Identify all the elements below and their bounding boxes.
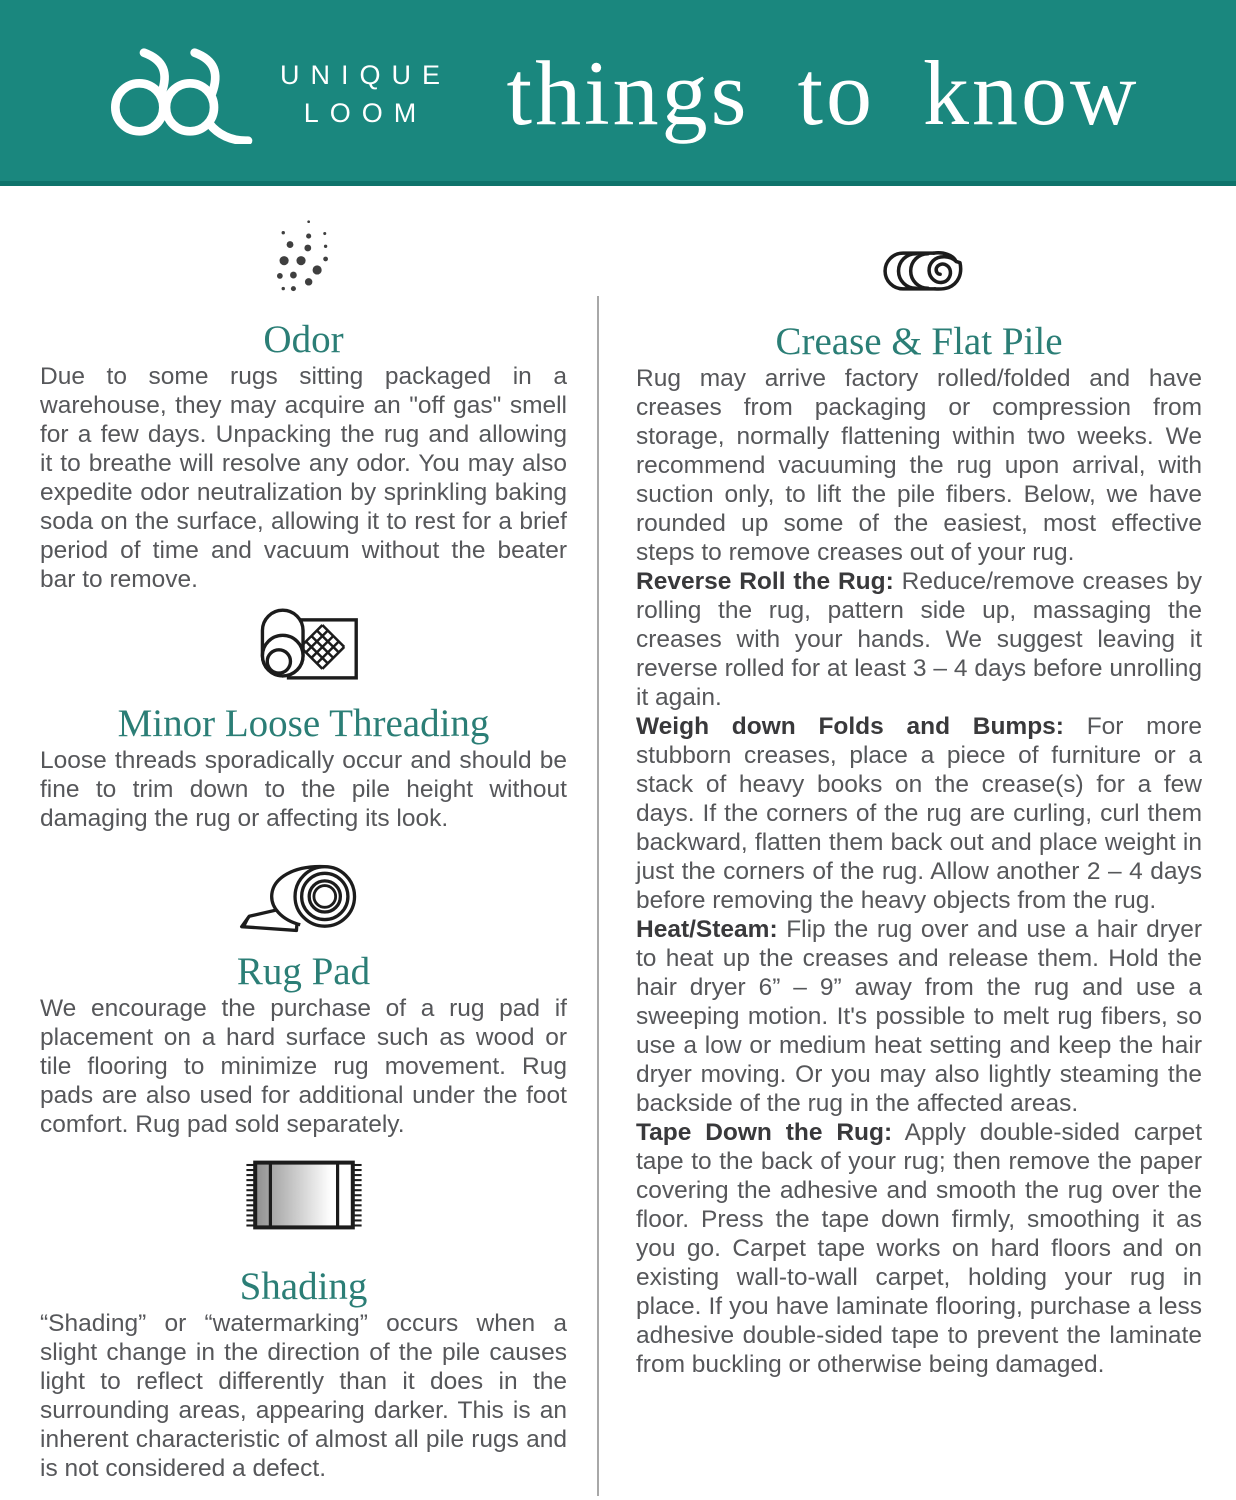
tip-weigh-down-text: For more stubborn creases, place a piece of furniture or a stack of heavy books on the crease(s) for a few days. If the corners of the rug are curling, curl them backward, flatten them back out and place weight in just the corners of the rug. Allow another 2 – 4 days before removing the heavy objects from the rug.	[636, 713, 1202, 914]
tip-heat-steam-label: Heat/Steam:	[636, 916, 778, 943]
section-heading-rug-pad: Rug Pad	[236, 950, 371, 993]
brand-line1: UNIQUE	[280, 60, 452, 90]
section-heading-crease: Crease & Flat Pile	[775, 320, 1063, 363]
unique-loom-logo	[104, 44, 451, 144]
section-intro-crease: Rug may arrive factory rolled/folded and have creases from packaging or compression from storage, normally flattening within two weeks. We recommend vacuuming the rug upon arrival, with suction only, to lift the pile fibers. Below, we have rounded up some of the easiest, most effective steps to remove creases out of your rug.	[636, 365, 1202, 566]
tip-reverse-roll-text: Reduce/remove creases by rolling the rug, pattern side up, massaging the creases with your hands. We suggest leaving it reverse rolled for at least 3 – 4 days before unrolling it again.	[636, 568, 1202, 711]
section-body-threading: Loose threads sporadically occur and should be fine to trim down to the pile height without damaging the rug or affecting its look.	[40, 747, 567, 832]
section-heading-threading: Minor Loose Threading	[117, 702, 490, 745]
page-title: things to know	[506, 42, 1140, 144]
tip-weigh-down-label: Weigh down Folds and Bumps:	[636, 713, 1064, 740]
section-heading-odor: Odor	[263, 318, 344, 361]
rug-fringe-icon	[243, 1157, 365, 1237]
section-heading-shading: Shading	[239, 1265, 368, 1308]
header-banner	[0, 0, 1236, 186]
tip-tape-down	[636, 1118, 1202, 1379]
tip-heat-steam	[636, 915, 1202, 1118]
tip-heat-steam-text: Flip the rug over and use a hair dryer to heat up the creases and release them. Hold the hair dryer 6” – 9” away from the rug and use a sweeping motion. It's possible to melt rug fibers, so use a low or medium heat setting and keep the hair dryer moving. Or you may also lightly steaming the backside of the rug in the affected areas.	[636, 916, 1202, 1117]
section-body-shading: “Shading” or “watermarking” occurs when a slight change in the direction of the pile causes light to reflect differently than it does in the surrounding areas, appearing darker. This is an inherent characteristic of almost all pile rugs and is not considered a defect.	[40, 1310, 567, 1482]
right-column	[636, 190, 1202, 1379]
odor-particles-icon	[268, 210, 340, 302]
rolled-rug-icon	[871, 240, 967, 302]
brand-name	[280, 56, 451, 132]
section-body-rug-pad: We encourage the purchase of a rug pad if placement on a hard surface such as wood or tile flooring to minimize rug movement. Rug pads are also used for additional under the foot comfort. Rug pad sold separately.	[40, 995, 567, 1138]
section-body-odor: Due to some rugs sitting packaged in a warehouse, they may acquire an "off gas" smell for a few days. Unpacking the rug and allowing it to breathe will resolve any odor. You may also expedite odor neutralization by sprinkling baking soda on the surface, allowing it to rest for a brief period of time and vacuum without the beater bar to remove.	[40, 363, 567, 593]
tip-reverse-roll-label: Reverse Roll the Rug:	[636, 568, 894, 595]
brand-line2: LOOM	[303, 98, 428, 128]
left-column	[40, 190, 567, 1483]
tip-weigh-down	[636, 712, 1202, 915]
column-divider	[597, 296, 599, 1496]
tip-tape-down-label: Tape Down the Rug:	[636, 1119, 893, 1146]
tip-tape-down-text: Apply double-sided carpet tape to the back of your rug; then remove the paper covering the adhesive and smooth the rug over the floor. Press the tape down firmly, smoothing it as you go. Carpet tape works on hard floors and on existing wall-to-wall carpet, holding your rug in place. If you have laminate flooring, purchase a less adhesive double-sided tape to prevent the laminate from buckling or otherwise being damaged.	[636, 1119, 1202, 1378]
tape-roll-icon	[236, 853, 372, 938]
tip-reverse-roll	[636, 567, 1202, 712]
unique-loom-logo-icon	[104, 44, 254, 144]
rug-roll-pattern-icon	[246, 606, 362, 684]
